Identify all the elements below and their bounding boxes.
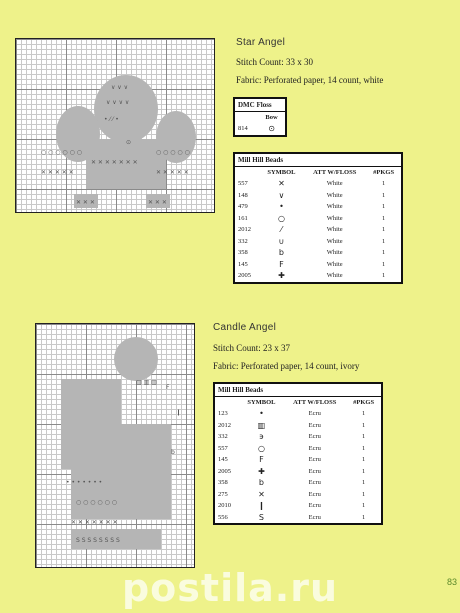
bead-packages: 1 xyxy=(361,410,366,418)
bead-symbol: ✚ xyxy=(278,271,285,281)
bead-packages: 1 xyxy=(361,479,366,487)
bead-symbol: ✕ xyxy=(258,489,265,499)
bead-floss: Ecru xyxy=(308,433,321,441)
bead-packages: 1 xyxy=(361,433,366,441)
svg-text:✕ ✕ ✕ ✕ ✕ ✕ ✕: ✕ ✕ ✕ ✕ ✕ ✕ ✕ xyxy=(71,519,118,526)
bead-symbol: F xyxy=(279,259,284,269)
bead-symbol: • xyxy=(279,202,284,212)
page-number: 83 xyxy=(446,577,457,587)
svg-text:✕ ✕ ✕ ✕ ✕: ✕ ✕ ✕ ✕ ✕ xyxy=(41,169,74,176)
bead-symbol: ✕ xyxy=(278,179,285,189)
bead-floss: White xyxy=(326,237,343,245)
bead-packages: 1 xyxy=(361,444,366,452)
bead-symbol: ✚ xyxy=(258,466,265,476)
bead-packages: 1 xyxy=(381,191,386,199)
svg-text:○ ○ ○ ○ ○: ○ ○ ○ ○ ○ xyxy=(156,149,190,156)
svg-text:F: F xyxy=(166,384,170,391)
bead-row xyxy=(234,270,402,283)
star-angel-chart xyxy=(15,38,215,213)
bead-row xyxy=(214,512,382,525)
bead-row xyxy=(234,190,402,202)
bead-number: 123 xyxy=(218,410,228,418)
svg-text:✕ ✕ ✕: ✕ ✕ ✕ xyxy=(76,199,95,206)
bead-row xyxy=(214,500,382,512)
star-beads-header-num xyxy=(234,166,260,178)
bead-floss: Ecru xyxy=(308,410,321,418)
svg-text:✕ ✕ ✕ ✕ ✕: ✕ ✕ ✕ ✕ ✕ xyxy=(156,169,189,176)
bead-row xyxy=(214,443,382,455)
bead-floss: Ecru xyxy=(308,456,321,464)
bead-floss: Ecru xyxy=(308,502,321,510)
svg-text:○ ○ ○ ○ ○ ○: ○ ○ ○ ○ ○ ○ xyxy=(76,499,117,506)
bead-number: 145 xyxy=(218,456,228,464)
bead-row xyxy=(214,466,382,478)
bead-floss: White xyxy=(326,191,343,199)
bead-floss: White xyxy=(326,249,343,257)
bead-row xyxy=(214,454,382,466)
svg-text:∨ ∨ ∨ ∨: ∨ ∨ ∨ ∨ xyxy=(106,99,130,106)
bead-floss: White xyxy=(326,260,343,268)
svg-text:▥ ▥ ▥: ▥ ▥ ▥ xyxy=(136,379,157,386)
dmc-floss-caption: DMC Floss xyxy=(234,98,286,111)
bead-number: 2005 xyxy=(218,467,231,475)
bead-packages: 1 xyxy=(361,421,366,429)
candle-angel-fabric: Fabric: Perforated paper, 14 count, ivory xyxy=(213,361,360,371)
svg-text:• ⁄ ⁄ •: • ⁄ ⁄ • xyxy=(104,116,119,123)
star-angel-beads-table xyxy=(233,152,403,284)
star-angel-stitch-count: Stitch Count: 33 x 30 xyxy=(236,57,314,67)
bead-floss: Ecru xyxy=(308,444,321,452)
bead-symbol: ϶ xyxy=(258,432,264,442)
candle-beads-header-num xyxy=(214,396,240,408)
bead-packages: 1 xyxy=(381,237,386,245)
dmc-symbol: ⊙ xyxy=(268,124,275,134)
candle-angel-figure xyxy=(36,324,196,569)
star-angel-figure xyxy=(16,39,216,214)
bead-floss: White xyxy=(326,214,343,222)
bead-floss: Ecru xyxy=(308,479,321,487)
bead-number: 479 xyxy=(238,203,248,211)
bead-symbol: ∪ xyxy=(278,236,285,246)
bead-floss: Ecru xyxy=(308,421,321,429)
bead-symbol: ⁄ xyxy=(280,225,283,235)
svg-text:b: b xyxy=(171,449,175,456)
bead-floss: Ecru xyxy=(308,490,321,498)
bead-row xyxy=(214,408,382,420)
bead-row xyxy=(234,201,402,213)
bead-symbol: ○ xyxy=(257,443,265,453)
svg-text:❙: ❙ xyxy=(176,409,182,416)
bead-packages: 1 xyxy=(381,249,386,257)
bead-number: 2012 xyxy=(238,226,251,234)
bead-row xyxy=(234,178,402,190)
bead-packages: 1 xyxy=(361,502,366,510)
bead-number: 161 xyxy=(238,214,248,222)
bead-row xyxy=(234,259,402,271)
bead-row xyxy=(234,224,402,236)
bead-row xyxy=(214,489,382,501)
bead-packages: 1 xyxy=(361,456,366,464)
bead-row xyxy=(234,236,402,248)
bead-number: 2005 xyxy=(238,272,251,280)
bead-number: 2012 xyxy=(218,421,231,429)
star-beads-header-pkgs: #PKGS xyxy=(373,168,395,176)
bead-packages: 1 xyxy=(361,513,366,521)
candle-beads-header-pkgs: #PKGS xyxy=(353,398,375,406)
bead-symbol: ∨ xyxy=(278,190,285,200)
bead-row xyxy=(234,247,402,259)
bead-row xyxy=(214,420,382,432)
candle-angel-beads-table xyxy=(213,382,383,525)
bead-floss: White xyxy=(326,180,343,188)
bead-symbol: b xyxy=(278,248,284,258)
bead-number: 332 xyxy=(218,433,228,441)
watermark: postila.ru xyxy=(121,566,338,610)
bead-packages: 1 xyxy=(381,260,386,268)
bead-packages: 1 xyxy=(381,180,386,188)
svg-text:✕ ✕ ✕ ✕ ✕ ✕ ✕: ✕ ✕ ✕ ✕ ✕ ✕ ✕ xyxy=(91,159,138,166)
bead-row xyxy=(234,213,402,225)
bead-number: 275 xyxy=(218,490,228,498)
svg-text:○ ○ ○ ○ ○ ○: ○ ○ ○ ○ ○ ○ xyxy=(41,149,82,156)
bead-packages: 1 xyxy=(381,214,386,222)
bead-number: 358 xyxy=(218,479,228,487)
bead-symbol: F xyxy=(259,455,264,465)
dmc-floss-table xyxy=(233,97,287,137)
bead-number: 556 xyxy=(218,513,228,521)
star-beads-caption: Mill Hill Beads xyxy=(234,153,402,166)
bead-packages: 1 xyxy=(381,226,386,234)
svg-text:• • • • • • •: • • • • • • • xyxy=(66,479,103,486)
bead-packages: 1 xyxy=(381,203,386,211)
bead-packages: 1 xyxy=(361,490,366,498)
star-angel-title: Star Angel xyxy=(236,37,286,48)
bead-number: 332 xyxy=(238,237,248,245)
bead-symbol: ❙ xyxy=(258,501,265,511)
candle-angel-stitch-count: Stitch Count: 23 x 37 xyxy=(213,343,291,353)
star-beads-header-symbol: SYMBOL xyxy=(267,168,296,176)
bead-number: 145 xyxy=(238,260,248,268)
dmc-col-bow: Bow xyxy=(265,113,278,121)
bead-symbol: • xyxy=(259,409,264,419)
bead-row xyxy=(214,431,382,443)
bead-floss: White xyxy=(326,272,343,280)
bead-packages: 1 xyxy=(381,272,386,280)
bead-row xyxy=(214,477,382,489)
bead-symbol: S xyxy=(258,512,264,522)
candle-beads-header-symbol: SYMBOL xyxy=(247,398,276,406)
bead-packages: 1 xyxy=(361,467,366,475)
bead-symbol: ○ xyxy=(277,213,285,223)
svg-text:S S S S S S S S: S S S S S S S S xyxy=(76,537,120,544)
candle-angel-title: Candle Angel xyxy=(213,322,277,333)
bead-number: 2010 xyxy=(218,502,231,510)
bead-number: 148 xyxy=(238,191,248,199)
candle-beads-caption: Mill Hill Beads xyxy=(214,383,382,396)
candle-angel-chart xyxy=(35,323,195,568)
star-beads-header-floss: ATT W/FLOSS xyxy=(313,168,357,176)
svg-text:∨ ∨ ∨: ∨ ∨ ∨ xyxy=(111,84,128,91)
candle-beads-header-floss: ATT W/FLOSS xyxy=(293,398,337,406)
bead-symbol: ▥ xyxy=(257,420,266,430)
bead-number: 557 xyxy=(218,444,228,452)
star-angel-fabric: Fabric: Perforated paper, 14 count, white xyxy=(236,75,384,85)
svg-text:⊙: ⊙ xyxy=(126,139,132,146)
dmc-number: 814 xyxy=(238,125,248,133)
bead-number: 358 xyxy=(238,249,248,257)
bead-floss: Ecru xyxy=(308,513,321,521)
bead-floss: White xyxy=(326,203,343,211)
bead-floss: White xyxy=(326,226,343,234)
bead-symbol: b xyxy=(258,478,264,488)
svg-text:✕ ✕ ✕: ✕ ✕ ✕ xyxy=(148,199,167,206)
bead-floss: Ecru xyxy=(308,467,321,475)
bead-number: 557 xyxy=(238,180,248,188)
